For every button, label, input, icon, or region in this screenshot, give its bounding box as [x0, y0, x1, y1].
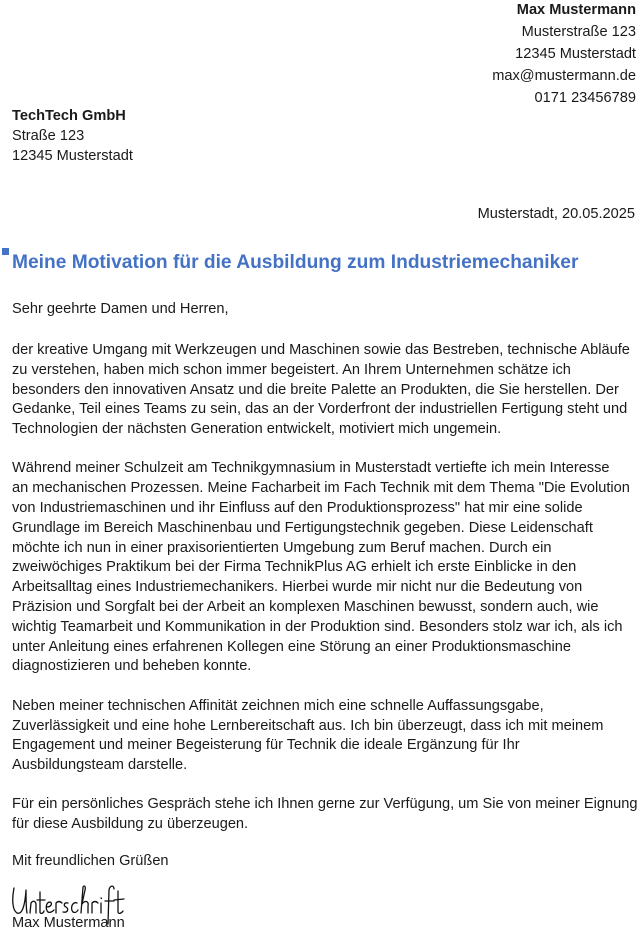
body-line: Engagement und meiner Begeisterung für Technik die ideale Ergänzung für Ihr [12, 737, 520, 754]
body-line: Für ein persönliches Gespräch stehe ich Ihnen gerne zur Verfügung, um Sie von meiner Eignung [12, 796, 638, 813]
letter-date: Musterstadt, 20.05.2025 [477, 206, 635, 222]
body-line: Neben meiner technischen Affinität zeichnen mich eine schnelle Auffassungsgabe, [12, 697, 544, 714]
salutation: Sehr geehrte Damen und Herren, [12, 301, 229, 317]
body-line: Während meiner Schulzeit am Technikgymnasium in Musterstadt vertiefte ich mein Interesse [12, 460, 610, 477]
body-line: wichtig Teamarbeit und Kommunikation in der Produktion sind. Besonders stolz war ich, als ich [12, 618, 623, 635]
sender-address-block [492, 0, 636, 109]
recipient-company: TechTech GmbH [12, 108, 126, 124]
body-line: besonders den innovativen Ansatz und die breite Palette an Produkten, die Sie herstellen. Der [12, 381, 619, 398]
body-line: Ausbildungsteam darstelle. [12, 757, 188, 774]
sender-street: Musterstraße 123 [521, 24, 636, 40]
paragraph-2 [12, 459, 638, 677]
sender-name: Max Mustermann [516, 2, 636, 18]
signature-name: Max Mustermann [12, 915, 125, 931]
subject-marker-decoration [2, 248, 9, 255]
paragraph-4 [12, 795, 638, 835]
recipient-address-block [12, 106, 133, 166]
body-line: der kreative Umgang mit Werkzeugen und Maschinen sowie das Bestreben, technische Abläufe [12, 342, 630, 358]
sender-email: max@mustermann.de [492, 68, 636, 84]
sender-city: 12345 Musterstadt [515, 46, 636, 62]
body-line: Präzision und Sorgfalt bei der Arbeit an komplexen Maschinen bewusst, sondern auch, wie [12, 599, 599, 616]
body-line: möchte ich nun in einer praxisorientierten Umgebung zum Beruf machen. Durch ein [12, 539, 552, 556]
paragraph-1 [12, 341, 638, 440]
body-line: Gedanke, Teil eines Teams zu sein, das an der Vorderfront der industriellen Fertigung steht und [12, 401, 628, 418]
body-line: Arbeitsalltag eines Industriemechanikers. Hierbei wurde mir nicht nur die Bedeutung von [12, 579, 583, 596]
recipient-city: 12345 Musterstadt [12, 148, 133, 164]
body-line: zu verstehen, haben mich schon immer begeistert. An Ihrem Unternehmen schätze ich [12, 361, 571, 378]
paragraph-3 [12, 697, 638, 776]
body-line: Technologien der nächsten Generation entwickelt, motiviert mich ungemein. [12, 421, 502, 438]
letter-subject: Meine Motivation für die Ausbildung zum Industriemechaniker [12, 252, 579, 273]
sender-phone: 0171 23456789 [534, 90, 636, 106]
body-line: diagnostizieren und beheben konnte. [12, 658, 252, 675]
body-line: Grundlage im Bereich Maschinenbau und Fertigungstechnik gegeben. Diese Leidenschaft [12, 519, 593, 536]
recipient-street: Straße 123 [12, 128, 85, 144]
body-line: für diese Ausbildung zu überzeugen. [12, 816, 249, 833]
body-line: Zuverlässigkeit und eine hohe Lernbereitschaft aus. Ich bin überzeugt, dass ich mit meinem [12, 717, 604, 734]
closing-phrase: Mit freundlichen Grüßen [12, 853, 169, 869]
body-line: zweiwöchiges Praktikum bei der Firma TechnikPlus AG erhielt ich erste Einblicke in den [12, 559, 577, 576]
body-line: unter Anleitung eines erfahrenen Kollegen eine Störung an einer Produktionsmaschine [12, 638, 571, 655]
body-line: an mechanischen Prozessen. Meine Facharbeit im Fach Technik mit dem Thema "Die Evolution [12, 480, 630, 497]
body-line: von Industriemaschinen und ihr Einfluss auf den Produktionsprozess" hat mir eine solide [12, 500, 583, 517]
letter-body [12, 341, 638, 855]
